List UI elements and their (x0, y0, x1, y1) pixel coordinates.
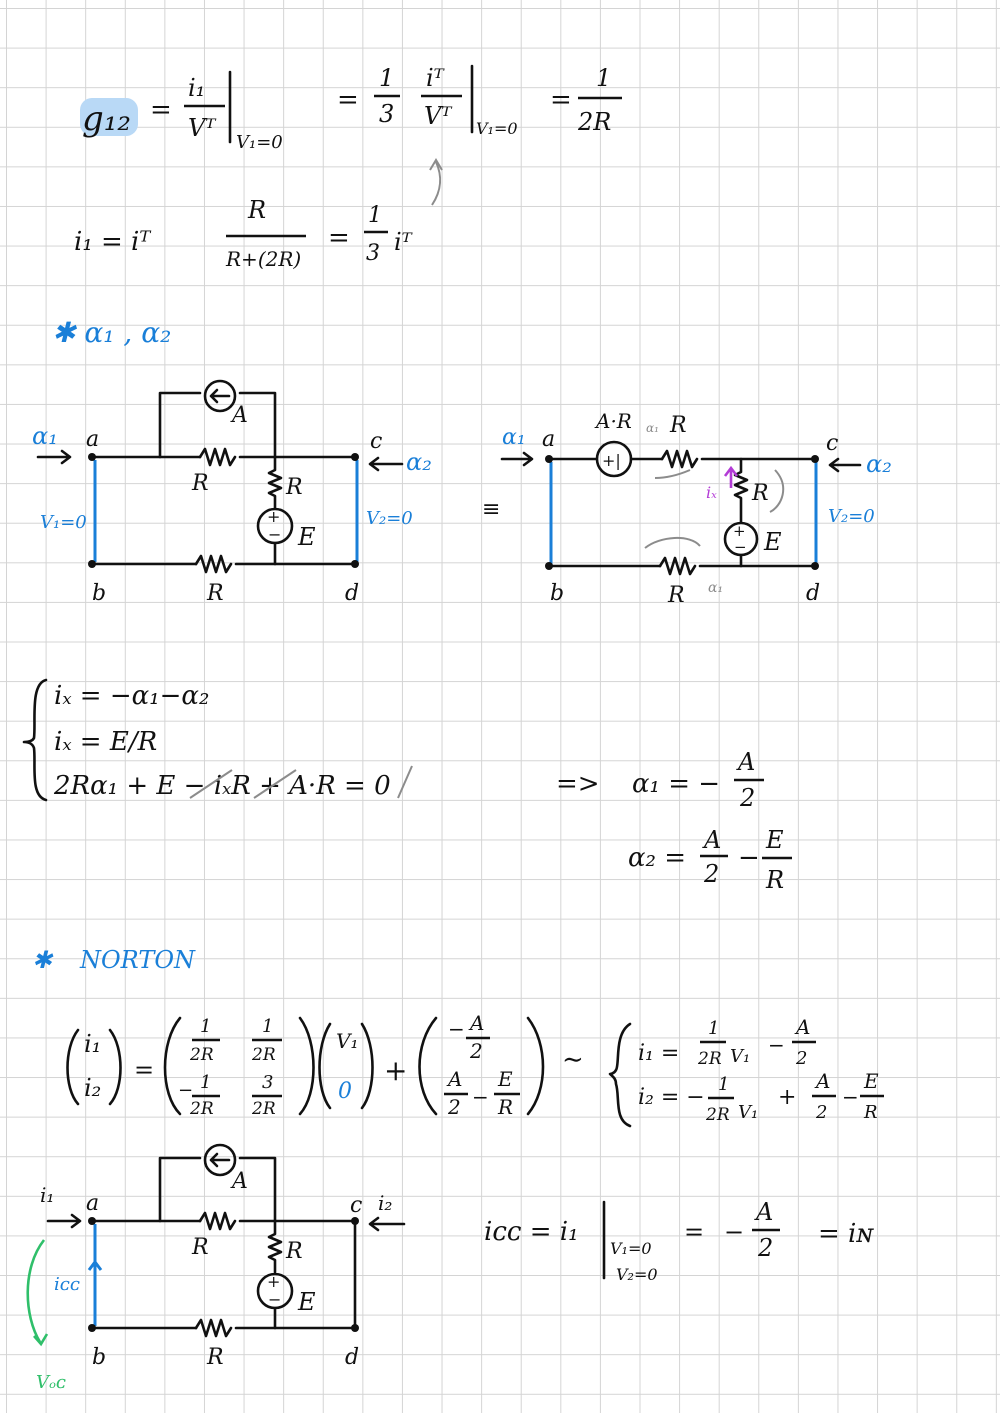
label-voc: Vₒᴄ (36, 1372, 67, 1393)
s1-v1: V₁ (730, 1046, 751, 1067)
reference-arrow (432, 162, 440, 205)
icc-equation (484, 1198, 874, 1284)
svg-text:−: − (268, 525, 282, 544)
node-b: b (550, 581, 565, 606)
label-v2-zero: V₂=0 (366, 508, 413, 529)
circuit-1 (32, 381, 432, 606)
icc-rhs: = iɴ (818, 1219, 874, 1249)
voc-arrow (28, 1240, 47, 1344)
system-brace (24, 680, 46, 800)
alpha2-lhs: α₂ = (628, 843, 687, 873)
vec-v1: V₁ (336, 1029, 359, 1053)
g12-symbol: g₁₂ (82, 99, 132, 139)
label-R-top: R (670, 413, 687, 438)
condition-v1: V₁=0 (236, 132, 283, 153)
c2-num: A (448, 1067, 463, 1091)
resistor-mid (269, 1221, 281, 1272)
label-i2: i₂ (378, 1191, 393, 1215)
frac-num-i1: i₁ (188, 74, 206, 102)
m12-den: 2R (252, 1045, 276, 1065)
icc-cond2: V₂=0 (616, 1265, 658, 1284)
node-c: c (370, 429, 383, 454)
s2-lhs: i₂ = − (638, 1085, 705, 1110)
resistor-top (200, 449, 235, 465)
rhs-den: 3 (366, 241, 380, 266)
node-d: d (345, 581, 360, 606)
resistor-top (662, 451, 697, 467)
circuit-3 (28, 1145, 404, 1393)
label-R-top: R (192, 1235, 209, 1260)
alpha1-lhs: α₁ = − (632, 769, 721, 799)
label-v2-zero: V₂=0 (828, 506, 875, 527)
s2-A: A (816, 1069, 831, 1093)
s1-den: 2R (698, 1049, 722, 1069)
result-num: 1 (596, 64, 612, 92)
label-v1-zero: V₁=0 (40, 512, 87, 533)
frac-num-iT: iᵀ (426, 64, 444, 92)
result-den: 2R (578, 108, 612, 136)
s2-R: R (864, 1102, 878, 1123)
node-c: c (826, 431, 839, 456)
m11-num: 1 (200, 1016, 212, 1037)
resistor-mid (269, 457, 281, 508)
tilde: ∼ (562, 1045, 584, 1075)
system-equations-1 (24, 680, 792, 894)
label-A: A (232, 1169, 248, 1194)
s1-minus: − (768, 1033, 785, 1057)
frac-den-vT: Vᵀ (188, 114, 216, 142)
resistor-mid (735, 459, 747, 522)
s2-num: 1 (718, 1074, 730, 1095)
svg-text:−: − (734, 538, 747, 556)
label-AR: A·R (596, 409, 632, 433)
label-alpha1: α₁ (32, 422, 58, 450)
vec-i2: i₂ (84, 1074, 102, 1102)
label-i1: i₁ (40, 1183, 55, 1207)
system-brace-2 (610, 1024, 630, 1126)
vec-zero: 0 (338, 1079, 352, 1104)
label-alpha2: α₂ (866, 450, 892, 478)
eq-sign: = (150, 95, 172, 125)
m21-den: 2R (190, 1099, 214, 1119)
eq-sign-2: = (337, 85, 359, 115)
node-a: a (86, 427, 100, 452)
c2-minus: − (472, 1085, 489, 1109)
s2-2: 2 (816, 1102, 828, 1123)
svg-text:+: + (733, 522, 746, 540)
node-a: a (542, 427, 556, 452)
c2-den: 2 (448, 1095, 461, 1119)
label-ix: iₓ (706, 483, 717, 502)
system-line-2: iₓ = E/R (54, 727, 158, 757)
eq-sign: = (134, 1056, 155, 1084)
rhs-num: 1 (368, 203, 382, 228)
icc-den: 2 (758, 1234, 774, 1262)
norton-title: NORTON (80, 946, 196, 974)
icc-lhs: iᴄᴄ = i₁ (484, 1217, 579, 1247)
label-R-bottom: R (207, 1345, 224, 1370)
svg-text:+: + (267, 507, 281, 526)
alpha2-minus: − (738, 843, 760, 873)
circuit-2 (502, 409, 892, 608)
m22-den: 2R (252, 1099, 276, 1119)
label-R-bottom: R (668, 583, 685, 608)
norton-bullet: ✱ (32, 946, 53, 974)
i1-lhs: i₁ = iᵀ (74, 227, 151, 257)
divider-num: R (248, 196, 267, 224)
condition-v1-2: V₁=0 (476, 119, 518, 138)
c1-sign: − (448, 1017, 465, 1041)
node-b: b (92, 1345, 107, 1370)
s1-A: A (796, 1015, 811, 1039)
label-E: E (298, 1288, 316, 1316)
s2-den: 2R (706, 1105, 730, 1125)
node-a: a (86, 1191, 100, 1216)
c2-den2: R (498, 1095, 514, 1119)
icc-minus: − (724, 1218, 745, 1246)
s2-plus: + (778, 1085, 797, 1110)
label-E: E (298, 523, 316, 551)
frac-num-1: 1 (379, 64, 395, 92)
node-b: b (92, 581, 107, 606)
s2-E: E (864, 1069, 879, 1093)
i1-current-divider (74, 196, 413, 271)
icc-eq: = (684, 1218, 705, 1246)
implies-sign: => (556, 769, 600, 799)
c2-num2: E (498, 1067, 513, 1091)
frac-den-3: 3 (379, 100, 395, 128)
label-alpha-small-bottom: α₁ (708, 580, 724, 596)
resistor-bottom (196, 556, 231, 572)
eq-sign-4: = (328, 223, 350, 253)
equivalence-sign: ≡ (482, 497, 501, 522)
source-polarity: +| (602, 451, 621, 470)
label-R-mid: R (286, 1239, 303, 1264)
svg-text:+: + (267, 1272, 281, 1291)
resistor-bottom (196, 1320, 231, 1336)
label-alpha1: α₁ (502, 425, 526, 450)
alpha2-den2: R (766, 866, 785, 894)
system-line-3: 2Rα₁ + E − iₓR + A·R = 0 (54, 771, 391, 801)
node-d: d (806, 581, 821, 606)
frac-den-vT-2: Vᵀ (424, 102, 452, 130)
alpha2-den1: 2 (704, 860, 720, 888)
s2-minus: − (842, 1085, 859, 1109)
label-E: E (764, 528, 782, 556)
section-heading-alphas: ✱ α₁ , α₂ (52, 316, 172, 349)
alpha2-num2: E (766, 826, 784, 854)
label-R-mid: R (286, 475, 303, 500)
icc-num: A (756, 1198, 774, 1226)
current-arrow (655, 470, 690, 478)
g12-equation (80, 64, 622, 205)
node-c: c (350, 1193, 363, 1218)
label-icc: iᴄᴄ (54, 1274, 80, 1295)
m11-den: 2R (190, 1045, 214, 1065)
label-alpha2: α₂ (406, 448, 432, 476)
s1-2: 2 (796, 1048, 808, 1069)
node-d: d (345, 1345, 360, 1370)
current-arrow (770, 470, 783, 512)
label-alpha-small-top: α₁ (646, 421, 659, 435)
icc-cond1: V₁=0 (610, 1239, 652, 1258)
label-R-top: R (192, 471, 209, 496)
m22-num: 3 (262, 1072, 274, 1093)
s1-num: 1 (708, 1018, 720, 1039)
m21-num: 1 (200, 1072, 212, 1093)
divider-den: R+(2R) (226, 247, 302, 271)
resistor-top (200, 1213, 235, 1229)
label-A: A (232, 403, 248, 428)
vec-i1: i₁ (84, 1030, 102, 1058)
c1-num: A (470, 1011, 485, 1035)
eq-sign-3: = (550, 85, 572, 115)
m21-sign: − (178, 1080, 194, 1101)
label-R-mid: R (752, 481, 769, 506)
alpha1-num: A (738, 748, 756, 776)
system-line-1: iₓ = −α₁−α₂ (54, 681, 210, 711)
alpha1-den: 2 (740, 784, 756, 812)
current-arrow (645, 538, 700, 548)
label-R-bottom: R (207, 581, 224, 606)
norton-matrix-equation (68, 1011, 885, 1126)
rhs-tail: iᵀ (394, 228, 412, 256)
m12-num: 1 (262, 1016, 274, 1037)
s1-lhs: i₁ = (638, 1041, 680, 1066)
s2-v1: V₁ (738, 1102, 759, 1123)
resistor-bottom (660, 558, 695, 574)
c1-den: 2 (470, 1039, 483, 1063)
alpha2-num1: A (704, 826, 722, 854)
plus-sign: + (384, 1054, 408, 1087)
svg-text:−: − (268, 1290, 282, 1309)
